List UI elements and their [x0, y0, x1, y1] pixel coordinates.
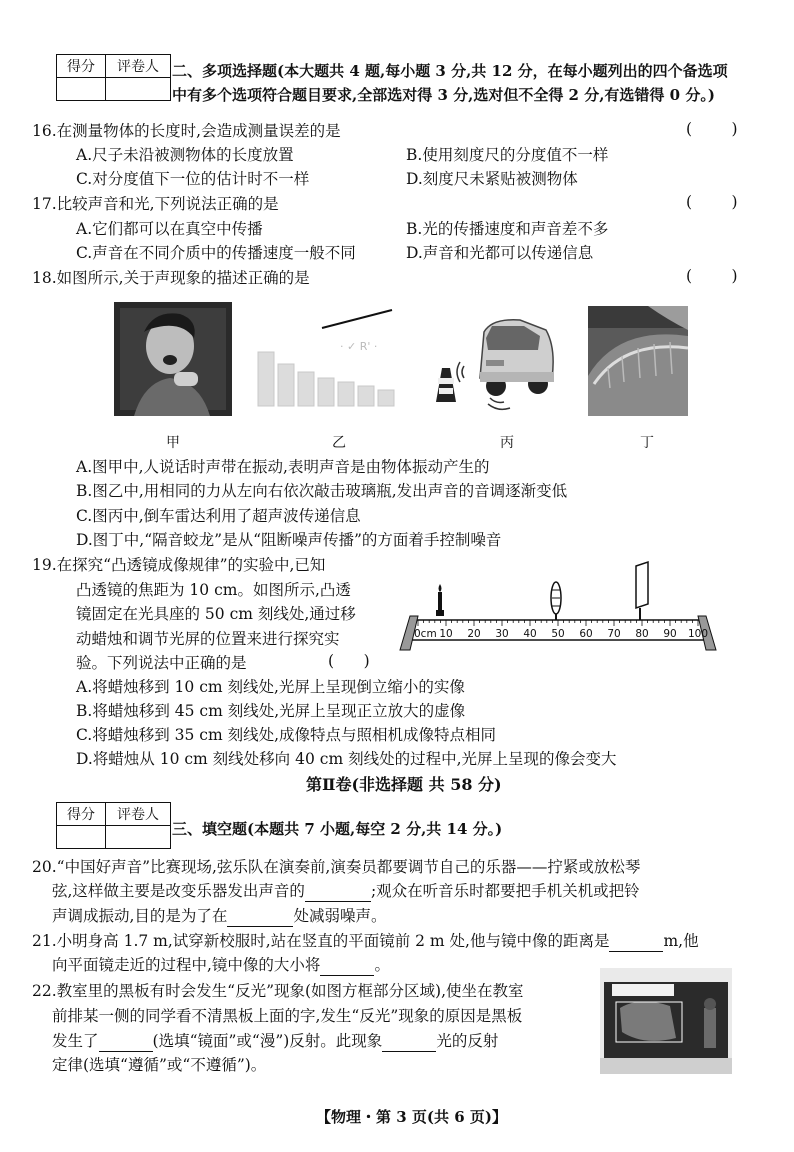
caption-ding: 丁 — [640, 435, 654, 451]
lens-icon — [551, 582, 561, 620]
q16-stem: 16.在测量物体的长度时,会造成测量误差的是 — [32, 122, 341, 140]
q16-option-a: A.尺子未沿被测物体的长度放置 — [76, 146, 294, 164]
q16-option-b: B.使用刻度尺的分度值不一样 — [406, 146, 609, 164]
score-header-2: 得分 — [57, 803, 106, 826]
ruler-label: 70 — [607, 628, 621, 640]
q18-stem: 18.如图所示,关于声现象的描述正确的是 — [32, 269, 310, 287]
blackboard-photo — [600, 968, 732, 1074]
q19-stem-1: 19.在探究“凸透镜成像规律”的实验中,已知 — [32, 556, 326, 574]
part2-title: 第Ⅱ卷(非选择题 共 58 分) — [306, 775, 502, 794]
q19-stem-2: 凸透镜的焦距为 10 cm。如图所示,凸透 — [76, 581, 351, 599]
ruler-label: 40 — [523, 628, 537, 640]
q20-text-3a: 声调成振动,目的是为了在 — [52, 907, 228, 925]
q19-option-c: C.将蜡烛移到 35 cm 刻线处,成像特点与照相机成像特点相同 — [76, 726, 497, 744]
score-cell-2[interactable] — [57, 826, 106, 849]
q19-stem-4: 动蜡烛和调节光屏的位置来进行探究实 — [76, 630, 340, 648]
ruler-label: 50 — [551, 628, 565, 640]
caption-bing: 丙 — [500, 435, 514, 451]
q19-stem-5: 验。下列说法中正确的是 — [76, 654, 247, 672]
q18-option-a: A.图甲中,人说话时声带在振动,表明声音是由物体振动产生的 — [76, 458, 490, 476]
q21-text-2b: 。 — [374, 956, 390, 974]
caption-jia: 甲 — [166, 435, 180, 451]
ruler-label: 100 — [687, 628, 709, 640]
q16-answer[interactable]: ( ) — [686, 120, 738, 138]
q20-blank-2[interactable] — [227, 910, 293, 927]
q21-text-2a: 向平面镜走近的过程中,镜中像的大小将 — [52, 956, 321, 974]
optical-bench-figure — [396, 560, 720, 656]
q20-line-2 — [52, 880, 640, 902]
q21-line-1 — [32, 930, 699, 952]
ruler-label: 0cm — [414, 628, 437, 640]
q20-line-1: 20.“中国好声音”比赛现场,弦乐队在演奏前,演奏员都要调节自己的乐器——拧紧或放松琴 — [32, 858, 641, 876]
section2-heading-2: 中有多个选项符合题目要求,全部选对得 3 分,选对但不全得 2 分,有选错得 0 分。) — [172, 86, 715, 104]
q22-blank-1[interactable] — [99, 1035, 153, 1052]
figure-ding-tunnel — [588, 306, 688, 416]
ruler-label: 30 — [495, 628, 509, 640]
svg-text:· ✓ R' ·: · ✓ R' · — [340, 340, 378, 353]
q19-option-a: A.将蜡烛移到 10 cm 刻线处,光屏上呈现倒立缩小的实像 — [76, 678, 465, 696]
ruler-label: 60 — [579, 628, 593, 640]
section3-heading: 三、填空题(本题共 7 小题,每空 2 分,共 14 分。) — [172, 820, 503, 838]
q17-option-b: B.光的传播速度和声音差不多 — [406, 220, 609, 238]
q22-line-2: 前排某一侧的同学看不清黑板上面的字,发生“反光”现象的原因是黑板 — [52, 1007, 523, 1025]
page-footer: 【物理・第 3 页(共 6 页)】 — [316, 1108, 507, 1126]
q22-line-3 — [52, 1030, 498, 1052]
figure-jia-photo — [114, 302, 232, 416]
ruler-label: 90 — [663, 628, 677, 640]
q17-stem: 17.比较声音和光,下列说法正确的是 — [32, 195, 279, 213]
ruler-label: 20 — [467, 628, 481, 640]
q19-option-b: B.将蜡烛移到 45 cm 刻线处,光屏上呈现正立放大的虚像 — [76, 702, 466, 720]
q22-line-4: 定律(选填“遵循”或“不遵循”)。 — [52, 1056, 267, 1074]
figure-bing-car — [420, 308, 560, 416]
q22-blank-2[interactable] — [382, 1035, 436, 1052]
reviewer-header-2: 评卷人 — [106, 803, 171, 826]
caption-yi: 乙 — [332, 435, 346, 451]
reviewer-header: 评卷人 — [106, 55, 171, 78]
score-table — [56, 54, 171, 101]
q19-answer[interactable]: ( ) — [328, 652, 370, 670]
reviewer-cell[interactable] — [106, 78, 171, 101]
ruler-label: 80 — [635, 628, 649, 640]
q22-line-1: 22.教室里的黑板有时会发生“反光”现象(如图方框部分区域),使坐在教室 — [32, 982, 524, 1000]
score-table-2 — [56, 802, 171, 849]
screen-icon — [636, 562, 648, 620]
q22-text-3b: (选填“镜面”或“漫”)反射。此现象 — [152, 1032, 383, 1050]
q21-blank-1[interactable] — [609, 935, 663, 952]
score-header: 得分 — [57, 55, 106, 78]
q18-option-b: B.图乙中,用相同的力从左向右依次敲击玻璃瓶,发出声音的音调逐渐变低 — [76, 482, 568, 500]
ruler-label: 10 — [439, 628, 453, 640]
figure-yi-bottles — [252, 306, 412, 416]
q22-text-3c: 光的反射 — [436, 1032, 499, 1050]
q22-text-3a: 发生了 — [52, 1032, 99, 1050]
q18-option-c: C.图丙中,倒车雷达利用了超声波传递信息 — [76, 507, 361, 525]
q20-text-2b: ;观众在听音乐时都要把手机关机或把铃 — [370, 882, 640, 900]
q19-option-d: D.将蜡烛从 10 cm 刻线处移向 40 cm 刻线处的过程中,光屏上呈现的像会变大 — [76, 750, 617, 768]
q16-option-c: C.对分度值下一位的估计时不一样 — [76, 170, 310, 188]
q20-text-3b: 处减弱噪声。 — [293, 907, 387, 925]
q21-text-1a: 21.小明身高 1.7 m,试穿新校服时,站在竖直的平面镜前 2 m 处,他与镜中像的距离是 — [32, 932, 610, 950]
q21-line-2 — [52, 954, 390, 976]
q18-option-d: D.图丁中,“隔音蛟龙”是从“阻断噪声传播”的方面着手控制噪音 — [76, 531, 502, 549]
q17-option-c: C.声音在不同介质中的传播速度一般不同 — [76, 244, 356, 262]
reviewer-cell-2[interactable] — [106, 826, 171, 849]
score-cell[interactable] — [57, 78, 106, 101]
q20-line-3 — [52, 905, 386, 927]
q17-option-a: A.它们都可以在真空中传播 — [76, 220, 263, 238]
q21-text-1b: m,他 — [663, 932, 699, 950]
q16-option-d: D.刻度尺未紧贴被测物体 — [406, 170, 578, 188]
q20-blank-1[interactable] — [305, 885, 371, 902]
candle-icon — [436, 584, 444, 616]
q18-answer[interactable]: ( ) — [686, 267, 738, 285]
q17-option-d: D.声音和光都可以传递信息 — [406, 244, 594, 262]
section2-heading-1: 二、多项选择题(本大题共 4 题,每小题 3 分,共 12 分，在每小题列出的四个备选项 — [172, 62, 728, 80]
q17-answer[interactable]: ( ) — [686, 193, 738, 211]
q20-text-2a: 弦,这样做主要是改变乐器发出声音的 — [52, 882, 305, 900]
q21-blank-2[interactable] — [320, 959, 374, 976]
q19-stem-3: 镜固定在光具座的 50 cm 刻线处,通过移 — [76, 605, 356, 623]
